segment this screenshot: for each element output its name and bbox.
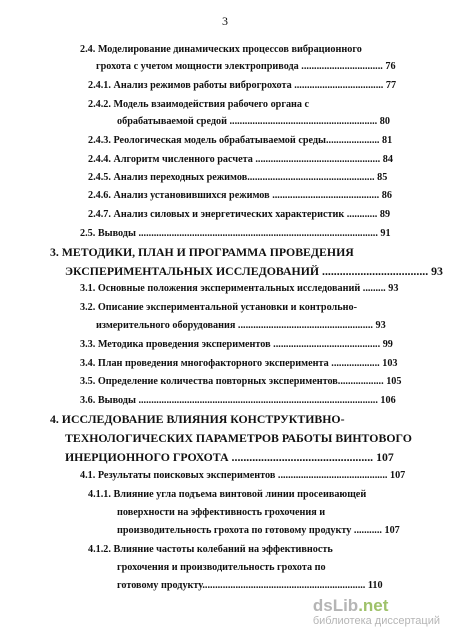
toc-entry: 2.4.4. Алгоритм численного расчета ................................................. 84	[88, 154, 393, 165]
toc-entry: 4.1.2. Влияние частоты колебаний на эффективность	[88, 544, 333, 555]
toc-entry: обрабатываемой средой .......................................................... 80	[117, 116, 390, 127]
toc-chapter: ИНЕРЦИОННОГО ГРОХОТА ................................................ 107	[65, 450, 394, 464]
toc-entry: производительность грохота по готовому продукту ........... 107	[117, 525, 400, 536]
toc-entry: 3.2. Описание экспериментальной установки и контрольно-	[80, 302, 357, 313]
toc-entry: 2.5. Выводы .............................................................................................. 91	[80, 228, 391, 239]
toc-entry: 3.3. Методика проведения экспериментов .......................................... 99	[80, 339, 393, 350]
toc-entry: 4.1.1. Влияние угла подъема винтовой линии просеивающей	[88, 489, 367, 500]
toc-entry: 2.4. Моделирование динамических процессов вибрационного	[80, 44, 362, 55]
toc-entry: 2.4.6. Анализ установившихся режимов .......................................... 86	[88, 190, 392, 201]
toc-entry: грохочения и производительность грохота по	[117, 562, 326, 573]
toc-entry: 2.4.5. Анализ переходных режимов.................................................. 85	[88, 172, 388, 183]
toc-entry: готовому продукту................................................................ 110	[117, 580, 383, 591]
toc-entry: грохота с учетом мощности электропривода ................................ 76	[96, 61, 396, 72]
toc-chapter: ЭКСПЕРИМЕНТАЛЬНЫХ ИССЛЕДОВАНИЙ .................................... 93	[65, 264, 443, 278]
toc-chapter: 4. ИССЛЕДОВАНИЕ ВЛИЯНИЯ КОНСТРУКТИВНО-	[50, 412, 345, 426]
watermark-subtitle: библиотека диссертаций	[312, 615, 440, 627]
toc-entry: 4.1. Результаты поисковых экспериментов ........................................... 107	[80, 470, 406, 481]
toc-entry: 3.4. План проведения многофакторного эксперимента ................... 103	[80, 358, 398, 369]
toc-entry: 3.6. Выводы .............................................................................................. 106	[80, 395, 396, 406]
watermark-logo: dsLib.net	[312, 596, 389, 615]
toc-entry: 2.4.7. Анализ силовых и энергетических характеристик ............ 89	[88, 209, 391, 220]
toc-entry: 2.4.3. Реологическая модель обрабатываемой среды..................... 81	[88, 135, 393, 146]
toc-chapter: ТЕХНОЛОГИЧЕСКИХ ПАРАМЕТРОВ РАБОТЫ ВИНТОВОГО	[65, 431, 412, 445]
toc-chapter: 3. МЕТОДИКИ, ПЛАН И ПРОГРАММА ПРОВЕДЕНИЯ	[50, 245, 354, 259]
watermark	[313, 597, 440, 627]
toc-entry: 2.4.2. Модель взаимодействия рабочего органа с	[88, 99, 310, 110]
toc-entry: 3.5. Определение количества повторных экспериментов.................. 105	[80, 376, 402, 387]
toc-entry: 3.1. Основные положения экспериментальных исследований ......... 93	[80, 283, 399, 294]
page-number: 3	[222, 14, 228, 28]
toc-entry: 2.4.1. Анализ режимов работы виброгрохота ................................... 77	[88, 80, 397, 91]
toc-entry: поверхности на эффективность грохочения и	[117, 507, 326, 518]
toc-entry: измерительного оборудования ..................................................... 93	[96, 320, 386, 331]
